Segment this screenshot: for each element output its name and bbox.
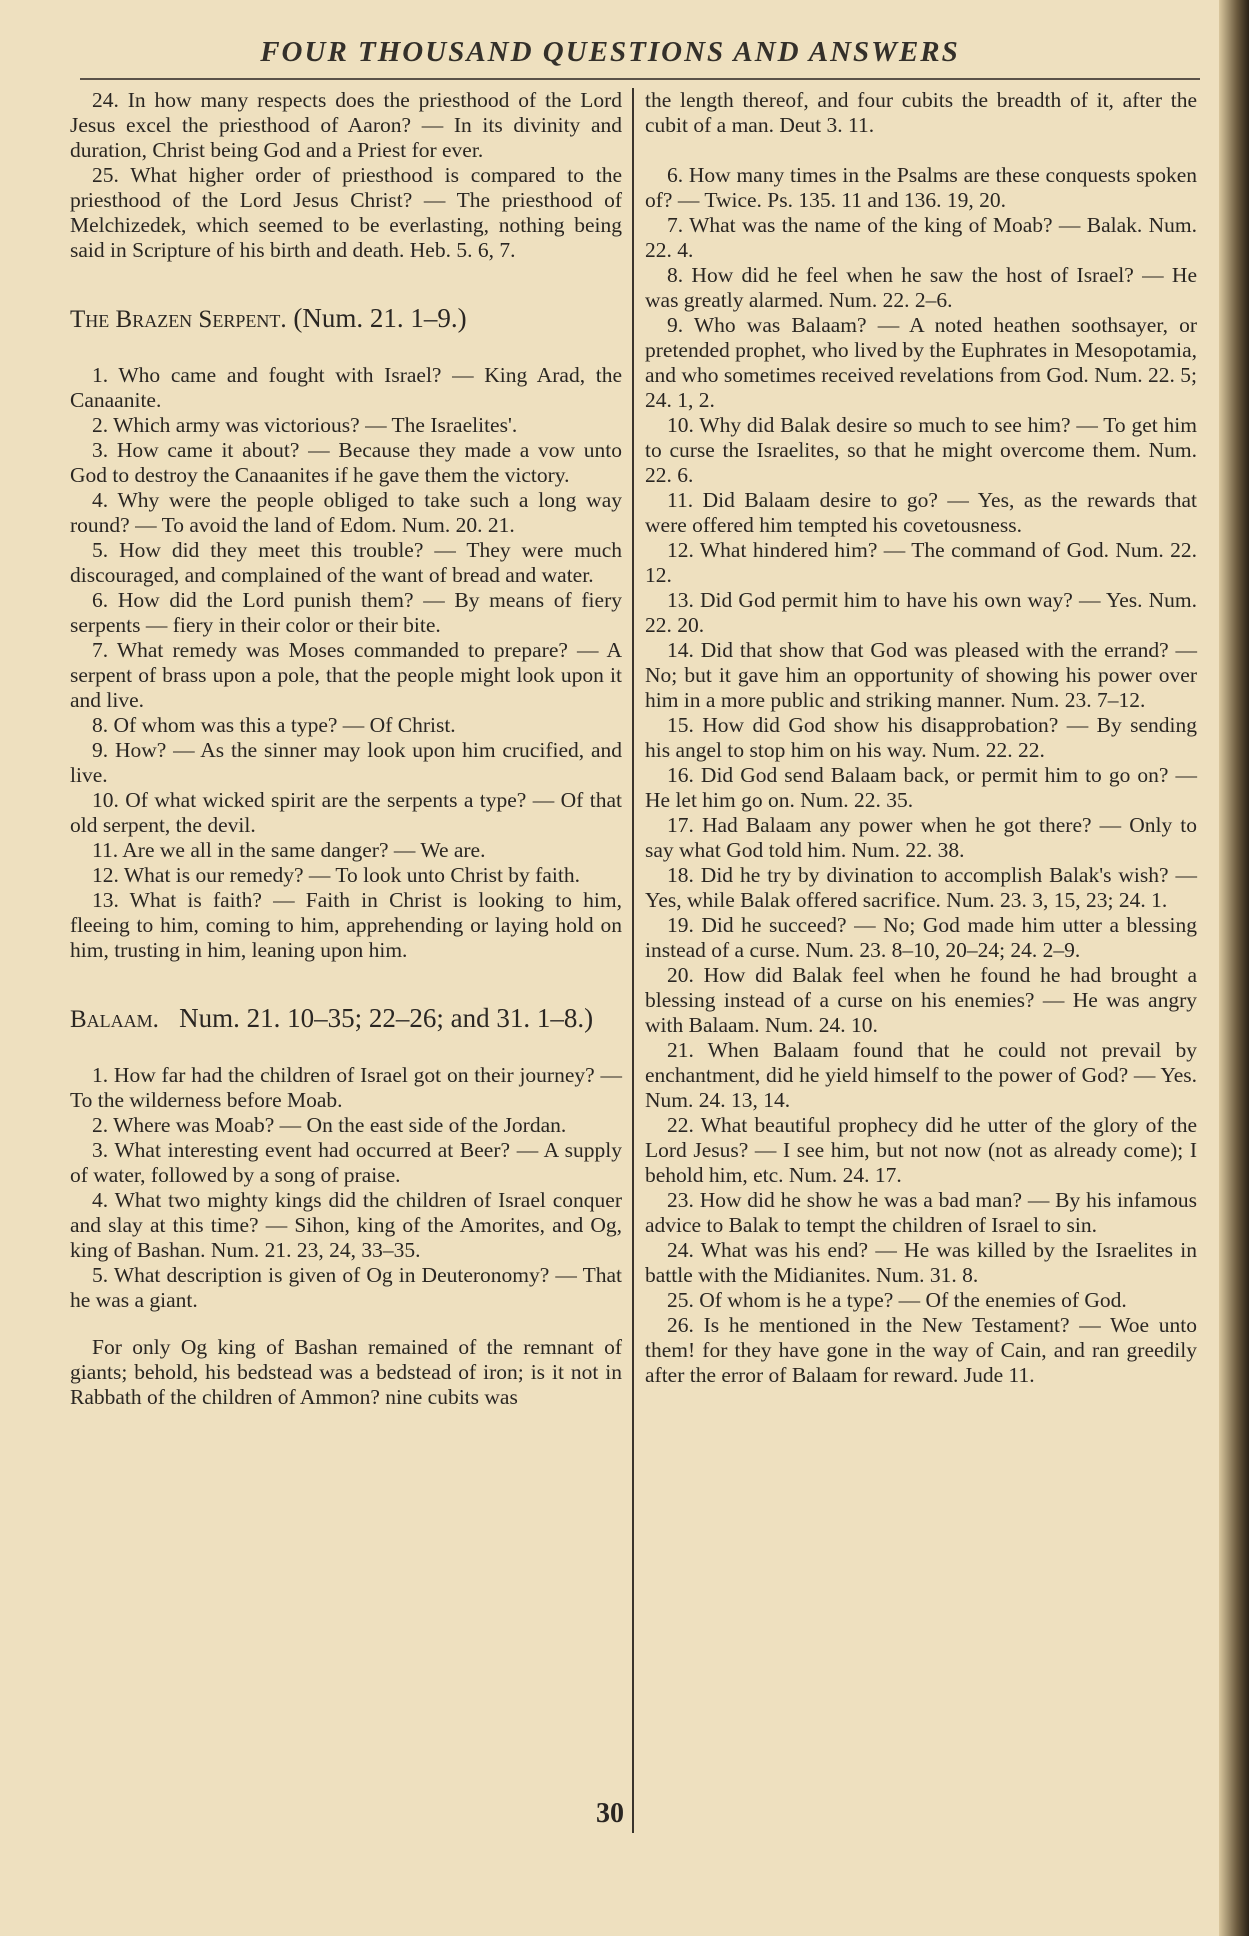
scripture-quote-continued: the length thereof, and four cubits the breadth of it, after the cubit of a man. Deut 3. 11. <box>645 88 1197 137</box>
question-answer: 9. Who was Balaam? — A noted heathen soothsayer, or pretended prophet, who lived by the Euphrates in Mesopotamia, and who sometimes received revelations from God. Num. 22. 5; 24. 1, 2. <box>645 313 1197 412</box>
question-answer: 3. How came it about? — Because they made a vow unto God to destroy the Canaanites if he gave them the victory. <box>70 438 622 487</box>
question-answer: 23. How did he show he was a bad man? — By his infamous advice to Balak to tempt the children of Israel to sin. <box>645 1188 1197 1237</box>
question-answer: 4. Why were the people obliged to take such a long way round? — To avoid the land of Edom. Num. 20. 21. <box>70 488 622 537</box>
page-number: 30 <box>596 1798 624 1829</box>
question-answer: 4. What two mighty kings did the children of Israel conquer and slay at this time? — Sihon, king of the Amorites, and Og, king of Bashan. Num. 21. 23, 24, 33–35. <box>70 1188 622 1262</box>
question-answer: 15. How did God show his disapprobation? — By sending his angel to stop him on his way. Num. 22. 22. <box>645 713 1197 762</box>
question-answer: 26. Is he mentioned in the New Testament? — Woe unto them! for they have gone in the way of Cain, and ran greedily after the error of Balaam for reward. Jude 11. <box>645 1313 1197 1387</box>
question-answer: 14. Did that show that God was pleased with the errand? — No; but it gave him an opportunity of showing his power over him in a more public and striking manner. Num. 23. 7–12. <box>645 638 1197 712</box>
question-answer: 21. When Balaam found that he could not prevail by enchantment, did he yield himself to the power of God? — Yes. Num. 24. 13, 14. <box>645 1038 1197 1112</box>
section-title: Balaam. <box>70 1006 159 1033</box>
section-reference: (Num. 21. 1–9.) <box>293 303 467 333</box>
balaam-questions <box>70 1063 622 1313</box>
section-heading-brazen-serpent <box>70 303 622 335</box>
question-answer: 13. Did God permit him to have his own way? — Yes. Num. 22. 20. <box>645 588 1197 637</box>
question-answer: 3. What interesting event had occurred at Beer? — A supply of water, followed by a song of praise. <box>70 1138 622 1187</box>
question-answer: 5. How did they meet this trouble? — They were much discouraged, and complained of the want of bread and water. <box>70 538 622 587</box>
question-answer: 25. What higher order of priesthood is compared to the priesthood of the Lord Jesus Christ? — The priesthood of Melchizedek, which seemed to be everlasting, nothing being said in Scripture of his birth and death. Heb. 5. 6, 7. <box>70 163 622 262</box>
brazen-serpent-questions <box>70 363 622 963</box>
question-answer: 6. How did the Lord punish them? — By means of fiery serpents — fiery in their color or their bite. <box>70 588 622 637</box>
question-answer: 24. What was his end? — He was killed by the Israelites in battle with the Midianites. Num. 31. 8. <box>645 1238 1197 1287</box>
section-title: The Brazen Serpent. <box>70 306 287 333</box>
question-answer: 22. What beautiful prophecy did he utter of the glory of the Lord Jesus? — I see him, but not now (not as already come); I behold him, etc. Num. 24. 17. <box>645 1113 1197 1187</box>
question-answer: 9. How? — As the sinner may look upon him crucified, and live. <box>70 738 622 787</box>
question-answer: 11. Are we all in the same danger? — We are. <box>92 838 486 862</box>
question-answer: 1. Who came and fought with Israel? — King Arad, the Canaanite. <box>70 363 622 412</box>
right-column <box>645 88 1197 1388</box>
question-answer: 8. How did he feel when he saw the host of Israel? — He was greatly alarmed. Num. 22. 2–6. <box>645 263 1197 312</box>
question-answer: 5. What description is given of Og in Deuteronomy? — That he was a giant. <box>70 1263 622 1312</box>
question-answer: 20. How did Balak feel when he found he had brought a blessing instead of a curse on his enemies? — He was angry with Balaam. Num. 24. 10. <box>645 963 1197 1037</box>
question-answer: 1. How far had the children of Israel got on their journey? — To the wilderness before Moab. <box>70 1063 622 1112</box>
question-answer: 12. What hindered him? — The command of God. Num. 22. 12. <box>645 538 1197 587</box>
question-answer: 2. Which army was victorious? — The Israelites'. <box>92 413 518 437</box>
question-answer: 18. Did he try by divination to accomplish Balak's wish? — Yes, while Balak offered sacrifice. Num. 23. 3, 15, 23; 24. 1. <box>645 863 1197 912</box>
question-answer: 7. What was the name of the king of Moab? — Balak. Num. 22. 4. <box>645 213 1197 262</box>
question-answer: 25. Of whom is he a type? — Of the enemies of God. <box>667 1288 1127 1312</box>
question-answer: 12. What is our remedy? — To look unto Christ by faith. <box>92 863 580 887</box>
running-header: FOUR THOUSAND QUESTIONS AND ANSWERS <box>260 36 960 68</box>
question-answer: 2. Where was Moab? — On the east side of the Jordan. <box>92 1113 567 1137</box>
question-answer: 24. In how many respects does the priesthood of the Lord Jesus excel the priesthood of Aaron? — In its divinity and duration, Christ being God and a Priest for ever. <box>70 88 622 162</box>
header-rule <box>80 78 1200 80</box>
balaam-questions-continued <box>645 163 1197 1388</box>
column-divider <box>632 88 634 1833</box>
question-answer: 17. Had Balaam any power when he got there? — Only to say what God told him. Num. 22. 38. <box>645 813 1197 862</box>
section-reference: Num. 21. 10–35; 22–26; and 31. 1–8.) <box>179 1003 594 1033</box>
question-answer: 19. Did he succeed? — No; God made him utter a blessing instead of a curse. Num. 23. 8–10, 20–24; 24. 2–9. <box>645 913 1197 962</box>
section-heading-balaam <box>70 1003 622 1035</box>
question-answer: 13. What is faith? — Faith in Christ is looking to him, fleeing to him, coming to him, apprehending or laying hold on him, trusting in him, leaning upon him. <box>70 888 622 962</box>
left-column <box>70 88 622 1410</box>
book-spine-edge <box>1219 0 1249 1936</box>
question-answer: 10. Why did Balak desire so much to see him? — To get him to curse the Israelites, so that he might overcome them. Num. 22. 6. <box>645 413 1197 487</box>
question-answer: 11. Did Balaam desire to go? — Yes, as the rewards that were offered him tempted his covetousness. <box>645 488 1197 537</box>
question-answer: 10. Of what wicked spirit are the serpents a type? — Of that old serpent, the devil. <box>70 788 622 837</box>
intro-paragraphs <box>70 88 622 263</box>
question-answer: 7. What remedy was Moses commanded to prepare? — A serpent of brass upon a pole, that the people might look upon it and live. <box>70 638 622 712</box>
question-answer: 6. How many times in the Psalms are these conquests spoken of? — Twice. Ps. 135. 11 and 136. 19, 20. <box>645 163 1197 212</box>
scripture-quote: For only Og king of Bashan remained of the remnant of giants; behold, his bedstead was a bedstead of iron; is it not in Rabbath of the children of Ammon? nine cubits was <box>70 1335 622 1409</box>
question-answer: 8. Of whom was this a type? — Of Christ. <box>92 713 456 737</box>
question-answer: 16. Did God send Balaam back, or permit him to go on? — He let him go on. Num. 22. 35. <box>645 763 1197 812</box>
